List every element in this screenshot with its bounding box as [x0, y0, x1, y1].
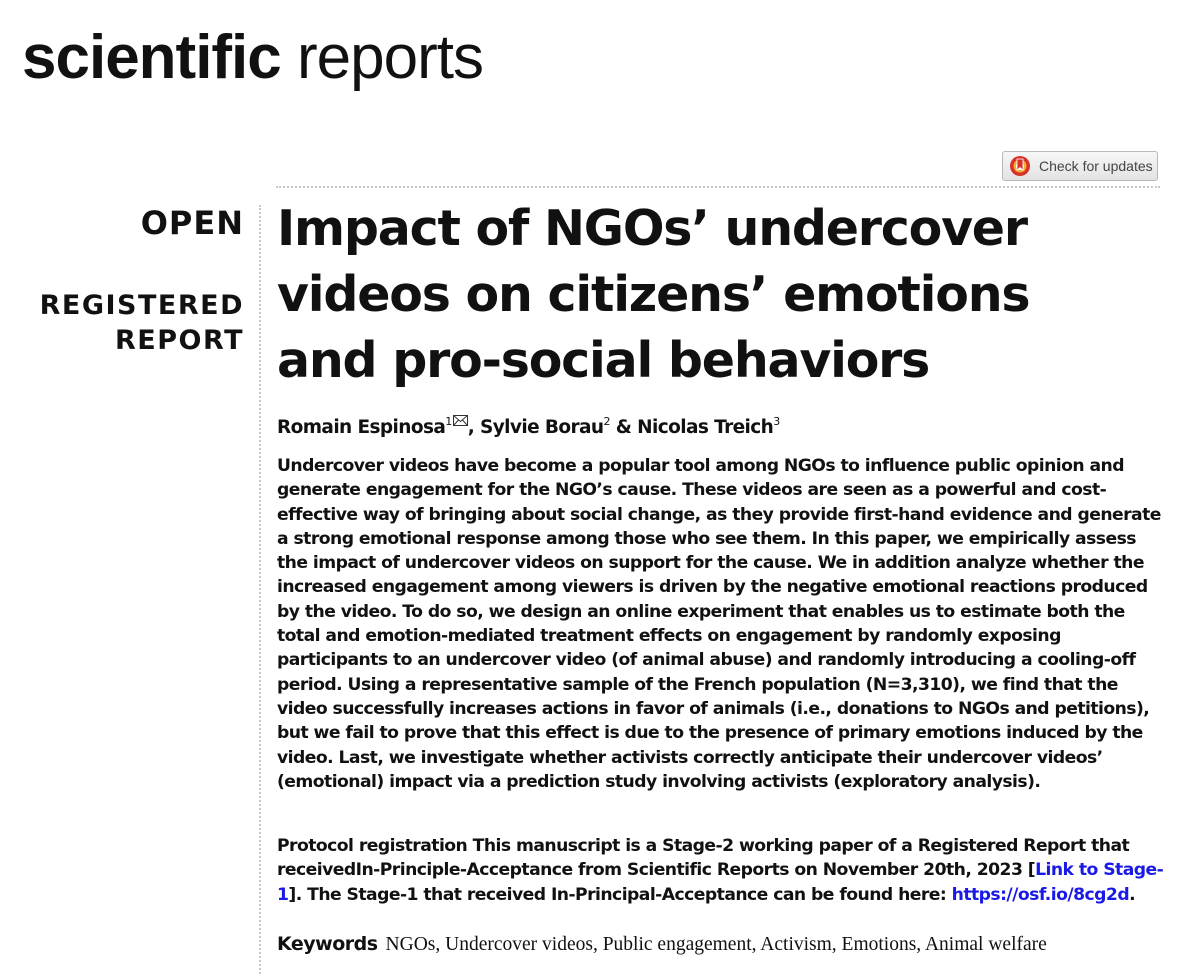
keywords: [277, 933, 1047, 956]
article-title: Impact of NGOs’ undercover videos on citizens’ emotions and pro-social behaviors: [277, 200, 1030, 389]
journal-logo: [22, 14, 483, 102]
author-separator: ,: [467, 417, 480, 438]
margin-divider: [259, 205, 261, 974]
osf-link[interactable]: https://osf.io/8cg2d: [951, 884, 1130, 905]
protocol-text: .: [1129, 884, 1136, 905]
protocol-registration: [277, 834, 1167, 907]
keywords-heading: Keywords: [277, 933, 378, 955]
article-type-label: [0, 288, 244, 358]
keywords-list: NGOs, Undercover videos, Public engagement, Activism, Emotions, Animal welfare: [385, 934, 1047, 955]
check-for-updates-button[interactable]: [1002, 151, 1158, 181]
crossmark-icon: [1009, 155, 1031, 177]
check-for-updates-label: Check for updates: [1039, 158, 1153, 174]
open-access-label: OPEN: [140, 204, 244, 242]
journal-name-light: reports: [297, 23, 483, 92]
author-affiliation: 2: [603, 415, 610, 428]
mail-icon[interactable]: [453, 406, 468, 436]
protocol-text: This manuscript is a Stage-2 working paper of a Registered Report that receivedIn-Principle-Acceptance from Scientific Reports on November 20th, 2023 [: [277, 836, 1130, 881]
protocol-heading: Protocol registration: [277, 836, 468, 856]
article-type-line2: REPORT: [115, 325, 244, 356]
author-list: [277, 406, 780, 443]
stage1-link[interactable]: Link to Stage-1: [277, 860, 1164, 905]
article-type-line1: REGISTERED: [39, 290, 244, 321]
header-divider: [276, 186, 1160, 188]
author-name[interactable]: Sylvie Borau: [479, 417, 604, 438]
author-name[interactable]: Nicolas Treich: [637, 417, 774, 438]
author-affiliation: 1: [445, 415, 452, 428]
abstract: Undercover videos have become a popular tool among NGOs to influence public opinion and generate engagement for the NGO’s cause. These videos are seen as a powerful and cost-effective way of bringing about social change, as they provide first-hand evidence and generate a strong emotional response among those who see them. In this paper, we empirically assess the impact of undercover videos on support for the cause. We in addition analyze whether the increased engagement among viewers is driven by the negative emotional reactions produced by the video. To do so, we design an online experiment that enables us to estimate both the total and emotion-mediated treatment effects on engagement by randomly exposing participants to an undercover video (of animal abuse) and randomly introducing a cooling-off period. Using a representative sample of the French population (N=3,310), we find that the video successfully increases actions in favor of animals (i.e., donations to NGOs and petitions), but we fail to prove that this effect is due to the presence of primary emotions induced by the video. Last, we investigate whether activists correctly anticipate their undercover videos’ (emotional) impact via a prediction study involving activists (exploratory analysis).: [277, 456, 1161, 792]
author-affiliation: 3: [773, 415, 780, 428]
author-name[interactable]: Romain Espinosa: [277, 417, 446, 438]
protocol-text: ]. The Stage-1 that received In-Principal-Acceptance can be found here:: [288, 884, 952, 905]
journal-name-bold: scientific: [22, 23, 281, 92]
author-separator: &: [609, 417, 638, 438]
